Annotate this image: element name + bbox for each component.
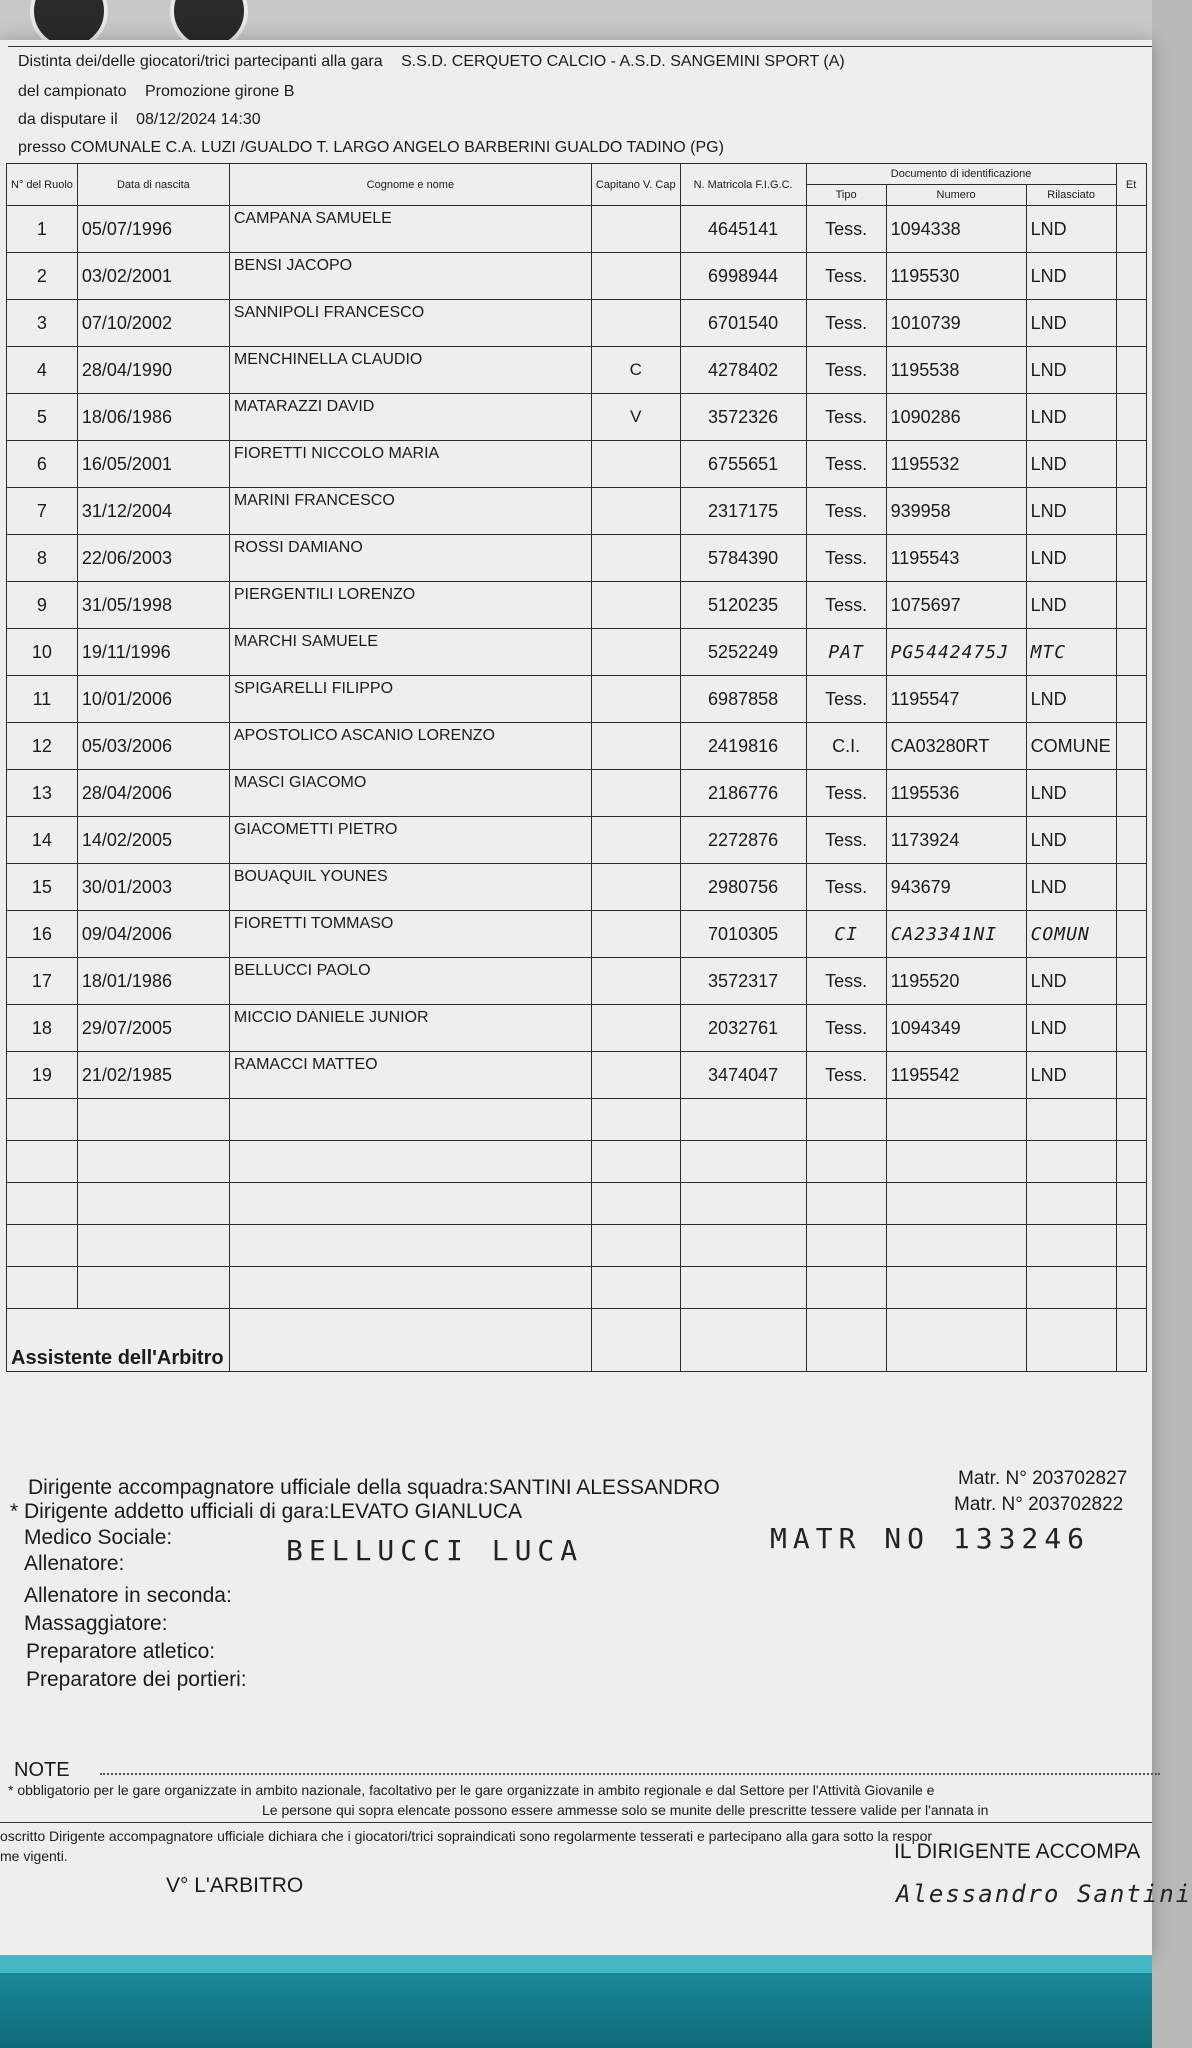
player-name: PIERGENTILI LORENZO bbox=[229, 582, 591, 629]
empty-cell bbox=[77, 1099, 229, 1141]
empty-cell bbox=[1026, 1099, 1116, 1141]
col-numero: Numero bbox=[886, 185, 1026, 206]
empty-cell bbox=[7, 1183, 78, 1225]
empty-cell bbox=[229, 1141, 591, 1183]
preparatore-atletico: Preparatore atletico: bbox=[26, 1640, 216, 1663]
player-name: RAMACCI MATTEO bbox=[229, 1052, 591, 1099]
empty-cell bbox=[886, 1183, 1026, 1225]
matricola: 2317175 bbox=[680, 488, 806, 535]
empty-cell bbox=[806, 1309, 886, 1372]
date-of-birth: 07/10/2002 bbox=[77, 300, 229, 347]
dirigente-ufficiale: Dirigente accompagnatore ufficiale della squadra:SANTINI ALESSANDRO bbox=[28, 1476, 720, 1499]
date-of-birth: 18/01/1986 bbox=[77, 958, 229, 1005]
doc-number: 1010739 bbox=[886, 300, 1026, 347]
date-label: da disputare il bbox=[18, 111, 118, 128]
doc-issuer: LND bbox=[1026, 676, 1116, 723]
doc-number: 1195532 bbox=[886, 441, 1026, 488]
doc-number: CA23341NI bbox=[886, 911, 1026, 958]
doc-issuer: COMUN bbox=[1026, 911, 1116, 958]
col-name: Cognome e nome bbox=[229, 164, 591, 206]
doc-issuer: LND bbox=[1026, 864, 1116, 911]
player-name: FIORETTI TOMMASO bbox=[229, 911, 591, 958]
player-name: BOUAQUIL YOUNES bbox=[229, 864, 591, 911]
player-name: SPIGARELLI FILIPPO bbox=[229, 676, 591, 723]
doc-issuer: LND bbox=[1026, 441, 1116, 488]
table-row bbox=[7, 535, 1147, 582]
table-row bbox=[7, 864, 1147, 911]
empty-cell bbox=[229, 1309, 591, 1372]
captain-mark bbox=[591, 535, 680, 582]
empty-cell bbox=[680, 1225, 806, 1267]
dirigente-signature: Alessandro Santini bbox=[896, 1880, 1192, 1908]
doc-number: 1075697 bbox=[886, 582, 1026, 629]
doc-type: Tess. bbox=[806, 488, 886, 535]
empty-cell bbox=[591, 1309, 680, 1372]
top-border bbox=[8, 46, 1152, 47]
dirigente-addetto-matr: Matr. N° 203702822 bbox=[954, 1494, 1124, 1515]
player-name: CAMPANA SAMUELE bbox=[229, 206, 591, 253]
notes-divider bbox=[0, 1822, 1152, 1823]
doc-issuer: LND bbox=[1026, 253, 1116, 300]
doc-number: 1090286 bbox=[886, 394, 1026, 441]
doc-type: C.I. bbox=[806, 723, 886, 770]
captain-mark bbox=[591, 488, 680, 535]
empty-cell bbox=[1026, 1141, 1116, 1183]
doc-type: Tess. bbox=[806, 770, 886, 817]
doc-issuer: LND bbox=[1026, 582, 1116, 629]
date-of-birth: 28/04/1990 bbox=[77, 347, 229, 394]
doc-number: 1094338 bbox=[886, 206, 1026, 253]
empty-cell bbox=[680, 1183, 806, 1225]
empty-cell bbox=[1026, 1309, 1116, 1372]
empty-cell bbox=[680, 1141, 806, 1183]
doc-type: Tess. bbox=[806, 676, 886, 723]
doc-issuer: LND bbox=[1026, 347, 1116, 394]
empty-cell bbox=[886, 1225, 1026, 1267]
doc-type: CI bbox=[806, 911, 886, 958]
extra-cell bbox=[1116, 488, 1146, 535]
matricola: 4278402 bbox=[680, 347, 806, 394]
matricola: 5120235 bbox=[680, 582, 806, 629]
assistant-row bbox=[7, 1309, 1147, 1372]
matricola: 5784390 bbox=[680, 535, 806, 582]
col-ruolo: N° del Ruolo bbox=[7, 164, 78, 206]
dirigente-signature-label: IL DIRIGENTE ACCOMPA bbox=[894, 1840, 1141, 1863]
ruolo-number: 2 bbox=[7, 253, 78, 300]
extra-cell bbox=[1116, 582, 1146, 629]
dirigente-addetto: * Dirigente addetto ufficiali di gara:LEVATO GIANLUCA bbox=[10, 1500, 523, 1523]
empty-cell bbox=[229, 1183, 591, 1225]
empty-cell bbox=[806, 1267, 886, 1309]
preparatore-portieri: Preparatore dei portieri: bbox=[26, 1668, 247, 1691]
empty-cell bbox=[591, 1225, 680, 1267]
ruolo-number: 15 bbox=[7, 864, 78, 911]
captain-mark bbox=[591, 723, 680, 770]
player-rows bbox=[7, 206, 1147, 1372]
extra-cell bbox=[1116, 770, 1146, 817]
captain-mark bbox=[591, 817, 680, 864]
date-of-birth: 05/03/2006 bbox=[77, 723, 229, 770]
matricola: 2980756 bbox=[680, 864, 806, 911]
matricola: 3572326 bbox=[680, 394, 806, 441]
table-row bbox=[7, 1005, 1147, 1052]
doc-issuer: LND bbox=[1026, 535, 1116, 582]
empty-cell bbox=[229, 1099, 591, 1141]
matricola: 4645141 bbox=[680, 206, 806, 253]
table-row bbox=[7, 441, 1147, 488]
doc-number: 1195543 bbox=[886, 535, 1026, 582]
empty-row bbox=[7, 1225, 1147, 1267]
empty-cell bbox=[591, 1267, 680, 1309]
header-line-2 bbox=[18, 82, 294, 102]
captain-mark bbox=[591, 1005, 680, 1052]
empty-cell bbox=[7, 1141, 78, 1183]
venue-value: COMUNALE C.A. LUZI /GUALDO T. LARGO ANGELO BARBERINI GUALDO TADINO (PG) bbox=[70, 139, 724, 156]
empty-cell bbox=[680, 1309, 806, 1372]
ruolo-number: 14 bbox=[7, 817, 78, 864]
captain-mark bbox=[591, 441, 680, 488]
doc-number: 1195530 bbox=[886, 253, 1026, 300]
doc-type: Tess. bbox=[806, 253, 886, 300]
ruolo-number: 16 bbox=[7, 911, 78, 958]
date-of-birth: 30/01/2003 bbox=[77, 864, 229, 911]
matricola: 3474047 bbox=[680, 1052, 806, 1099]
matricola: 7010305 bbox=[680, 911, 806, 958]
championship-value: Promozione girone B bbox=[144, 83, 295, 100]
player-name: SANNIPOLI FRANCESCO bbox=[229, 300, 591, 347]
empty-cell bbox=[1116, 1183, 1146, 1225]
table-row bbox=[7, 582, 1147, 629]
doc-number: PG5442475J bbox=[886, 629, 1026, 676]
empty-cell bbox=[1026, 1225, 1116, 1267]
ruolo-number: 17 bbox=[7, 958, 78, 1005]
extra-cell bbox=[1116, 723, 1146, 770]
extra-cell bbox=[1116, 817, 1146, 864]
doc-issuer: LND bbox=[1026, 770, 1116, 817]
captain-mark bbox=[591, 1052, 680, 1099]
intro-text: Distinta dei/delle giocatori/trici partecipanti alla gara bbox=[18, 53, 383, 70]
captain-mark bbox=[591, 253, 680, 300]
date-of-birth: 31/05/1998 bbox=[77, 582, 229, 629]
extra-cell bbox=[1116, 535, 1146, 582]
player-name: ROSSI DAMIANO bbox=[229, 535, 591, 582]
allenatore: Allenatore: bbox=[24, 1552, 125, 1575]
captain-mark bbox=[591, 676, 680, 723]
col-extra: Et bbox=[1116, 164, 1146, 206]
player-name: MENCHINELLA CLAUDIO bbox=[229, 347, 591, 394]
date-of-birth: 28/04/2006 bbox=[77, 770, 229, 817]
player-name: GIACOMETTI PIETRO bbox=[229, 817, 591, 864]
table-row bbox=[7, 488, 1147, 535]
empty-cell bbox=[77, 1183, 229, 1225]
table-row bbox=[7, 629, 1147, 676]
extra-cell bbox=[1116, 1052, 1146, 1099]
notes-dotted-line bbox=[100, 1773, 1160, 1775]
empty-cell bbox=[1026, 1267, 1116, 1309]
notes-line-1: * obbligatorio per le gare organizzate in ambito nazionale, facoltativo per le gare organizzate in ambito regionale e dal Settore per l'Attività Giovanile e bbox=[8, 1782, 935, 1798]
doc-issuer: LND bbox=[1026, 1052, 1116, 1099]
allenatore-seconda: Allenatore in seconda: bbox=[24, 1584, 232, 1607]
extra-cell bbox=[1116, 864, 1146, 911]
doc-number: 1195536 bbox=[886, 770, 1026, 817]
extra-cell bbox=[1116, 629, 1146, 676]
empty-row bbox=[7, 1141, 1147, 1183]
captain-mark bbox=[591, 958, 680, 1005]
doc-type: Tess. bbox=[806, 300, 886, 347]
col-dob: Data di nascita bbox=[77, 164, 229, 206]
player-name: MARINI FRANCESCO bbox=[229, 488, 591, 535]
empty-row bbox=[7, 1099, 1147, 1141]
ruolo-number: 3 bbox=[7, 300, 78, 347]
captain-mark: V bbox=[591, 394, 680, 441]
empty-cell bbox=[806, 1141, 886, 1183]
header-line-1 bbox=[18, 52, 845, 72]
matricola: 6755651 bbox=[680, 441, 806, 488]
ruolo-number: 19 bbox=[7, 1052, 78, 1099]
doc-type: Tess. bbox=[806, 206, 886, 253]
empty-cell bbox=[806, 1225, 886, 1267]
empty-cell bbox=[229, 1267, 591, 1309]
doc-number: 939958 bbox=[886, 488, 1026, 535]
ruolo-number: 18 bbox=[7, 1005, 78, 1052]
doc-type: Tess. bbox=[806, 1052, 886, 1099]
matricola: 5252249 bbox=[680, 629, 806, 676]
date-of-birth: 14/02/2005 bbox=[77, 817, 229, 864]
table-row bbox=[7, 770, 1147, 817]
ruolo-number: 5 bbox=[7, 394, 78, 441]
table-row bbox=[7, 347, 1147, 394]
extra-cell bbox=[1116, 300, 1146, 347]
empty-cell bbox=[1116, 1099, 1146, 1141]
matricola: 6998944 bbox=[680, 253, 806, 300]
table-row bbox=[7, 911, 1147, 958]
doc-issuer: LND bbox=[1026, 394, 1116, 441]
empty-cell bbox=[229, 1225, 591, 1267]
matricola: 6987858 bbox=[680, 676, 806, 723]
captain-mark bbox=[591, 911, 680, 958]
background-bottom-edge bbox=[0, 1955, 1152, 1973]
doc-issuer: COMUNE bbox=[1026, 723, 1116, 770]
player-name: APOSTOLICO ASCANIO LORENZO bbox=[229, 723, 591, 770]
empty-cell bbox=[806, 1099, 886, 1141]
header-line-4 bbox=[18, 138, 724, 158]
col-captain: Capitano V. Cap bbox=[591, 164, 680, 206]
captain-mark bbox=[591, 300, 680, 347]
ruolo-number: 13 bbox=[7, 770, 78, 817]
date-of-birth: 18/06/1986 bbox=[77, 394, 229, 441]
table-row bbox=[7, 958, 1147, 1005]
championship-label: del campionato bbox=[18, 83, 127, 100]
empty-cell bbox=[77, 1141, 229, 1183]
date-of-birth: 10/01/2006 bbox=[77, 676, 229, 723]
match-name: S.S.D. CERQUETO CALCIO - A.S.D. SANGEMINI SPORT (A) bbox=[401, 53, 845, 70]
doc-issuer: LND bbox=[1026, 300, 1116, 347]
doc-type: Tess. bbox=[806, 394, 886, 441]
doc-number: 1195542 bbox=[886, 1052, 1026, 1099]
medico-sociale: Medico Sociale: bbox=[24, 1526, 173, 1549]
table-row bbox=[7, 817, 1147, 864]
captain-mark bbox=[591, 770, 680, 817]
ruolo-number: 1 bbox=[7, 206, 78, 253]
doc-issuer: MTC bbox=[1026, 629, 1116, 676]
extra-cell bbox=[1116, 1005, 1146, 1052]
doc-number: 943679 bbox=[886, 864, 1026, 911]
notes-line-4: me vigenti. bbox=[0, 1848, 68, 1864]
player-name: FIORETTI NICCOLO MARIA bbox=[229, 441, 591, 488]
date-of-birth: 31/12/2004 bbox=[77, 488, 229, 535]
matricola: 2272876 bbox=[680, 817, 806, 864]
doc-number: CA03280RT bbox=[886, 723, 1026, 770]
extra-cell bbox=[1116, 206, 1146, 253]
matricola: 2032761 bbox=[680, 1005, 806, 1052]
doc-type: Tess. bbox=[806, 535, 886, 582]
ruolo-number: 6 bbox=[7, 441, 78, 488]
doc-number: 1195547 bbox=[886, 676, 1026, 723]
extra-cell bbox=[1116, 394, 1146, 441]
extra-cell bbox=[1116, 958, 1146, 1005]
empty-cell bbox=[1116, 1309, 1146, 1372]
doc-issuer: LND bbox=[1026, 958, 1116, 1005]
empty-cell bbox=[806, 1183, 886, 1225]
matricola: 6701540 bbox=[680, 300, 806, 347]
empty-cell bbox=[591, 1099, 680, 1141]
ruolo-number: 8 bbox=[7, 535, 78, 582]
table-row bbox=[7, 300, 1147, 347]
doc-type: Tess. bbox=[806, 958, 886, 1005]
empty-cell bbox=[1116, 1141, 1146, 1183]
captain-mark bbox=[591, 206, 680, 253]
empty-cell bbox=[886, 1267, 1026, 1309]
doc-issuer: LND bbox=[1026, 1005, 1116, 1052]
empty-cell bbox=[680, 1099, 806, 1141]
doc-issuer: LND bbox=[1026, 817, 1116, 864]
ruolo-number: 7 bbox=[7, 488, 78, 535]
doc-type: Tess. bbox=[806, 864, 886, 911]
empty-cell bbox=[7, 1225, 78, 1267]
player-name: MASCI GIACOMO bbox=[229, 770, 591, 817]
empty-cell bbox=[886, 1099, 1026, 1141]
empty-cell bbox=[886, 1141, 1026, 1183]
allenatore-name: BELLUCCI LUCA bbox=[286, 1534, 584, 1567]
empty-cell bbox=[886, 1309, 1026, 1372]
player-name: MARCHI SAMUELE bbox=[229, 629, 591, 676]
matricola: 3572317 bbox=[680, 958, 806, 1005]
date-value: 08/12/2024 14:30 bbox=[136, 111, 261, 128]
empty-cell bbox=[7, 1267, 78, 1309]
date-of-birth: 19/11/1996 bbox=[77, 629, 229, 676]
extra-cell bbox=[1116, 441, 1146, 488]
table-row bbox=[7, 1052, 1147, 1099]
matricola: 2186776 bbox=[680, 770, 806, 817]
col-rilasciato: Rilasciato bbox=[1026, 185, 1116, 206]
doc-number: 1173924 bbox=[886, 817, 1026, 864]
col-tipo: Tipo bbox=[806, 185, 886, 206]
doc-type: Tess. bbox=[806, 582, 886, 629]
doc-number: 1094349 bbox=[886, 1005, 1026, 1052]
date-of-birth: 22/06/2003 bbox=[77, 535, 229, 582]
ruolo-number: 12 bbox=[7, 723, 78, 770]
doc-type: PAT bbox=[806, 629, 886, 676]
doc-number: 1195520 bbox=[886, 958, 1026, 1005]
empty-cell bbox=[1116, 1225, 1146, 1267]
date-of-birth: 03/02/2001 bbox=[77, 253, 229, 300]
extra-cell bbox=[1116, 911, 1146, 958]
date-of-birth: 05/07/1996 bbox=[77, 206, 229, 253]
empty-cell bbox=[591, 1183, 680, 1225]
massaggiatore: Massaggiatore: bbox=[24, 1612, 168, 1635]
empty-cell bbox=[1026, 1183, 1116, 1225]
table-row bbox=[7, 394, 1147, 441]
doc-type: Tess. bbox=[806, 441, 886, 488]
col-matricola: N. Matricola F.I.G.C. bbox=[680, 164, 806, 206]
date-of-birth: 16/05/2001 bbox=[77, 441, 229, 488]
table-row bbox=[7, 253, 1147, 300]
date-of-birth: 29/07/2005 bbox=[77, 1005, 229, 1052]
col-document: Documento di identificazione bbox=[806, 164, 1116, 185]
doc-type: Tess. bbox=[806, 347, 886, 394]
empty-cell bbox=[1116, 1267, 1146, 1309]
extra-cell bbox=[1116, 347, 1146, 394]
dirigente-ufficiale-matr: Matr. N° 203702827 bbox=[958, 1468, 1128, 1489]
player-name: BELLUCCI PAOLO bbox=[229, 958, 591, 1005]
table-row bbox=[7, 676, 1147, 723]
venue-label: presso bbox=[18, 139, 67, 156]
captain-mark bbox=[591, 629, 680, 676]
captain-mark bbox=[591, 582, 680, 629]
empty-cell bbox=[7, 1099, 78, 1141]
assistant-label: Assistente dell'Arbitro bbox=[7, 1309, 230, 1372]
empty-cell bbox=[77, 1267, 229, 1309]
arbitro-signature-label: V° L'ARBITRO bbox=[166, 1874, 304, 1897]
captain-mark bbox=[591, 864, 680, 911]
date-of-birth: 21/02/1985 bbox=[77, 1052, 229, 1099]
player-name: BENSI JACOPO bbox=[229, 253, 591, 300]
ruolo-number: 11 bbox=[7, 676, 78, 723]
ruolo-number: 4 bbox=[7, 347, 78, 394]
doc-issuer: LND bbox=[1026, 488, 1116, 535]
empty-cell bbox=[591, 1141, 680, 1183]
doc-type: Tess. bbox=[806, 1005, 886, 1052]
empty-row bbox=[7, 1183, 1147, 1225]
empty-row bbox=[7, 1267, 1147, 1309]
table-row bbox=[7, 206, 1147, 253]
ruolo-number: 10 bbox=[7, 629, 78, 676]
player-name: MATARAZZI DAVID bbox=[229, 394, 591, 441]
empty-cell bbox=[680, 1267, 806, 1309]
notes-line-2: Le persone qui sopra elencate possono essere ammesse solo se munite delle prescritte tessere valide per l'annata in bbox=[262, 1802, 989, 1818]
extra-cell bbox=[1116, 253, 1146, 300]
extra-cell bbox=[1116, 676, 1146, 723]
empty-cell bbox=[77, 1225, 229, 1267]
players-table bbox=[6, 163, 1147, 1372]
allenatore-matr: MATR NO 133246 bbox=[770, 1522, 1091, 1555]
ruolo-number: 9 bbox=[7, 582, 78, 629]
notes-line-3: oscritto Dirigente accompagnatore ufficiale dichiara che i giocatori/trici sopraindicati sono regolarmente tesserati e partecipano alla gara sotto la respor bbox=[0, 1828, 933, 1844]
doc-number: 1195538 bbox=[886, 347, 1026, 394]
matricola: 2419816 bbox=[680, 723, 806, 770]
table-row bbox=[7, 723, 1147, 770]
doc-issuer: LND bbox=[1026, 206, 1116, 253]
header-line-3 bbox=[18, 110, 261, 130]
player-name: MICCIO DANIELE JUNIOR bbox=[229, 1005, 591, 1052]
date-of-birth: 09/04/2006 bbox=[77, 911, 229, 958]
notes-label: NOTE bbox=[14, 1759, 70, 1781]
doc-type: Tess. bbox=[806, 817, 886, 864]
captain-mark: C bbox=[591, 347, 680, 394]
